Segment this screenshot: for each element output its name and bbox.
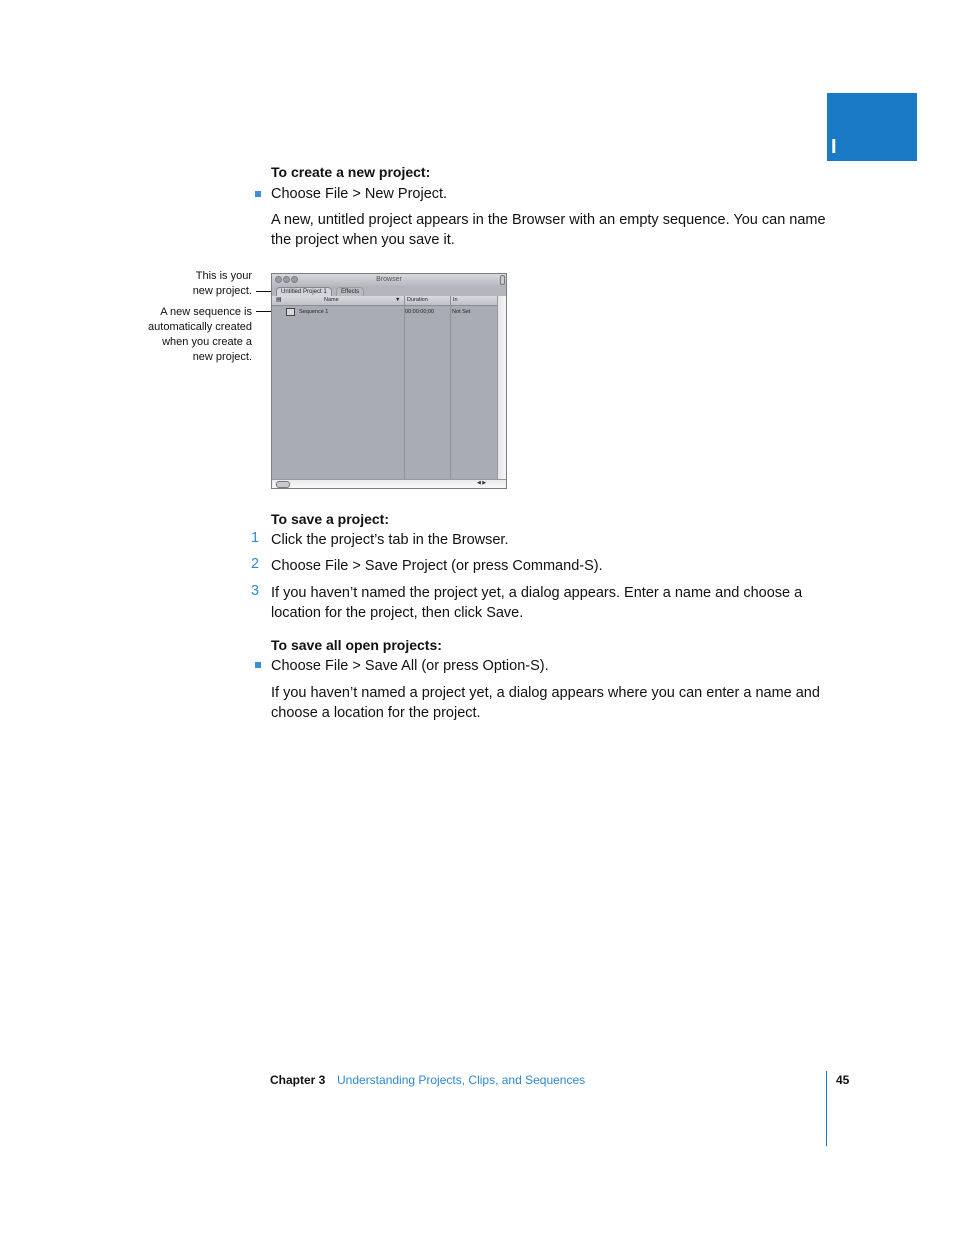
callout-line: new project. (192, 351, 252, 363)
bullet-text-save-all: Choose File > Save All (or press Option-S). (271, 658, 549, 674)
section-heading-save-all: To save all open projects: (271, 637, 442, 653)
footer-chapter-title[interactable]: Understanding Projects, Clips, and Sequences (337, 1073, 586, 1087)
window-title: Browser (376, 276, 402, 283)
callout-line: automatically created (148, 321, 252, 333)
step-number: 3 (251, 583, 260, 599)
column-header-name[interactable]: Name (324, 297, 339, 303)
chapter-tab-label: I (831, 136, 837, 158)
bullet-marker (255, 662, 261, 668)
column-header-in[interactable]: In (453, 297, 458, 303)
step-number: 1 (251, 530, 260, 546)
callout-new-project (140, 269, 252, 299)
callout-line: A new sequence is (160, 306, 252, 318)
toolbar-toggle-icon[interactable] (500, 275, 505, 285)
step-text: If you haven’t named the project yet, a dialog appears. Enter a name and choose a (271, 585, 803, 601)
callout-line: This is your (195, 270, 252, 282)
vertical-scrollbar[interactable] (497, 296, 506, 482)
column-divider (450, 296, 451, 482)
sequence-name[interactable]: Sequence 1 (299, 309, 329, 315)
column-header-row (272, 296, 498, 306)
sort-arrow-icon[interactable]: ▼ (395, 297, 401, 303)
tab-bar (272, 286, 506, 296)
scroll-arrows-icon[interactable]: ◀ ▶ (477, 480, 487, 486)
section-heading-save: To save a project: (271, 511, 390, 527)
paragraph-line: the project when you save it. (271, 232, 455, 248)
paragraph-line: A new, untitled project appears in the Browser with an empty sequence. You can name (271, 212, 826, 228)
sequence-in-point: Not Set (452, 309, 471, 315)
sequence-duration: 00:00:00;00 (405, 309, 435, 315)
section-heading-create: To create a new project: (271, 164, 431, 180)
page-number: 45 (836, 1073, 850, 1087)
bullet-marker (255, 191, 261, 197)
step-text: location for the project, then click Save. (271, 605, 524, 621)
step-text: Choose File > Save Project (or press Command-S). (271, 558, 603, 574)
callout-new-sequence (120, 305, 252, 365)
callout-line: new project. (192, 285, 252, 297)
column-divider (404, 296, 405, 482)
callout-line: when you create a (162, 336, 252, 348)
tab-effects[interactable]: Effects (336, 287, 364, 297)
chapter-tab (827, 93, 917, 161)
window-titlebar (272, 274, 506, 286)
bullet-text-new-project: Choose File > New Project. (271, 186, 448, 202)
footer-divider (826, 1071, 827, 1146)
footer-chapter-label: Chapter 3 (270, 1073, 326, 1087)
sequence-icon (286, 308, 295, 316)
horizontal-scrollbar[interactable] (272, 479, 506, 488)
step-number: 2 (251, 556, 260, 572)
clapper-icon: ▤ (276, 297, 282, 303)
paragraph-line: choose a location for the project. (271, 705, 481, 721)
step-text: Click the project’s tab in the Browser. (271, 532, 509, 548)
tab-untitled-project[interactable]: Untitled Project 1 (276, 287, 332, 297)
browser-window (271, 273, 507, 489)
paragraph-line: If you haven’t named a project yet, a dialog appears where you can enter a name and (271, 685, 820, 701)
column-header-duration[interactable]: Duration (407, 297, 428, 303)
scroll-thumb[interactable] (276, 481, 290, 488)
